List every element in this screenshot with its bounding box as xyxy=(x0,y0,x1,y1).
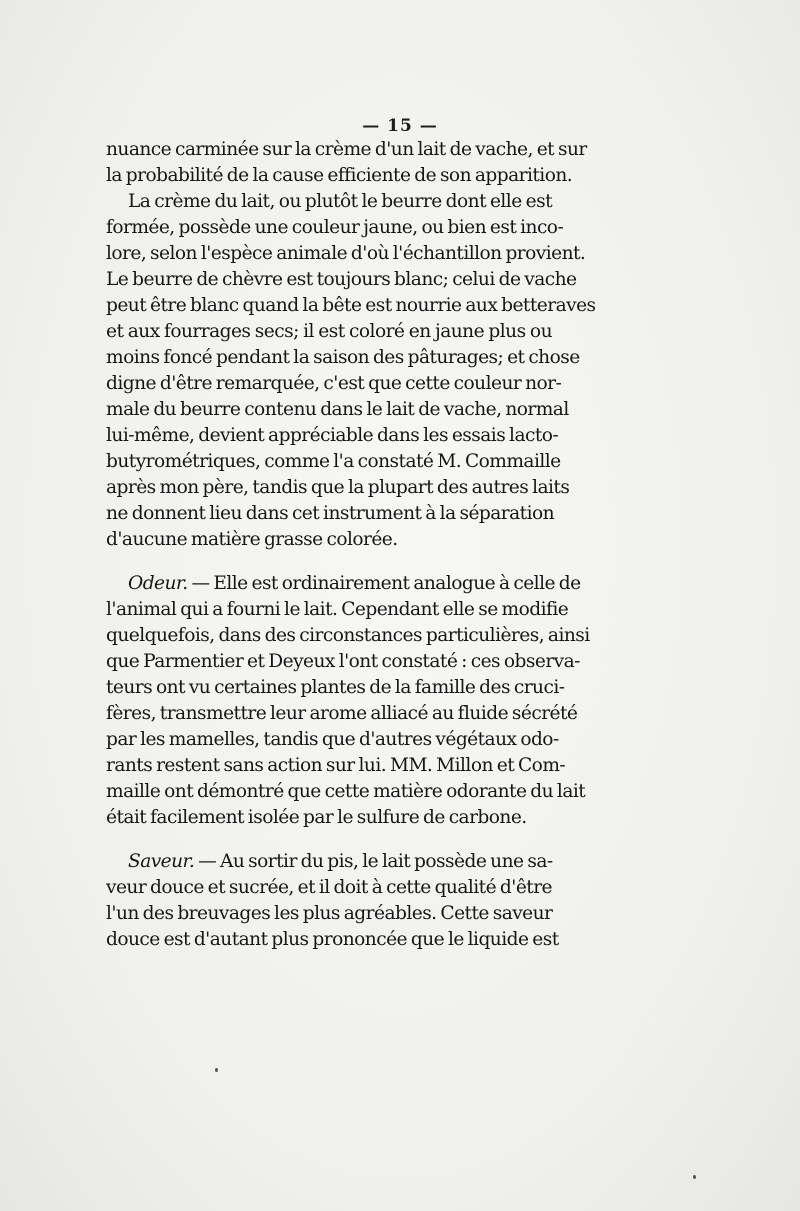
text-line: lui-même, devient appréciable dans les essais lacto- xyxy=(106,425,559,446)
paragraph-gap xyxy=(106,831,552,849)
body-text xyxy=(106,137,596,953)
text-line: veur douce et sucrée, et il doit à cette qualité d'être xyxy=(106,877,552,898)
text-line: après mon père, tandis que la plupart des autres laits xyxy=(106,477,570,498)
paragraph-gap xyxy=(106,553,552,571)
text-line: et aux fourrages secs; il est coloré en jaune plus ou xyxy=(106,321,552,342)
text-line: moins foncé pendant la saison des pâturages; et chose xyxy=(106,347,580,368)
text-line: l'un des breuvages les plus agréables. Cette saveur xyxy=(106,903,553,924)
speck-mark xyxy=(693,1175,696,1179)
text-line: nuance carminée sur la crème d'un lait de vache, et sur xyxy=(106,139,587,160)
paragraph-lead: Saveur. xyxy=(128,851,195,872)
text-line: quelquefois, dans des circonstances particulières, ainsi xyxy=(106,625,590,646)
paragraph xyxy=(106,189,596,553)
text-line xyxy=(106,849,552,875)
text-line: digne d'être remarquée, c'est que cette couleur nor- xyxy=(106,373,562,394)
text-line: d'aucune matière grasse colorée. xyxy=(106,529,398,550)
text-line: formée, possède une couleur jaune, ou bien est inco- xyxy=(106,217,564,238)
lead-rest: — Elle est ordinairement analogue à celle de xyxy=(187,573,581,594)
text-line: lore, selon l'espèce animale d'où l'échantillon provient. xyxy=(106,243,586,264)
page-number: — 15 — xyxy=(362,116,438,136)
text-line xyxy=(106,571,581,597)
text-line: maille ont démontré que cette matière odorante du lait xyxy=(106,781,586,802)
text-line: teurs ont vu certaines plantes de la famille des cruci- xyxy=(106,677,565,698)
text-line: douce est d'autant plus prononcée que le liquide est xyxy=(106,929,559,950)
paragraph-lead: Odeur. xyxy=(128,573,188,594)
text-line: rants restent sans action sur lui. MM. Millon et Com- xyxy=(106,755,566,776)
text-line: butyrométriques, comme l'a constaté M. Commaille xyxy=(106,451,561,472)
text-line: la probabilité de la cause efficiente de son apparition. xyxy=(106,165,573,186)
text-line: male du beurre contenu dans le lait de vache, normal xyxy=(106,399,569,420)
text-line: que Parmentier et Deyeux l'ont constaté : ces observa- xyxy=(106,651,580,672)
text-line: Le beurre de chèvre est toujours blanc; celui de vache xyxy=(106,269,577,290)
text-line: fères, transmettre leur arome alliacé au fluide sécrété xyxy=(106,703,578,724)
paragraph xyxy=(106,849,559,953)
text-line: était facilement isolée par le sulfure de carbone. xyxy=(106,807,527,828)
text-line: ne donnent lieu dans cet instrument à la séparation xyxy=(106,503,555,524)
text-line: par les mamelles, tandis que d'autres végétaux odo- xyxy=(106,729,559,750)
paragraph xyxy=(106,137,587,189)
lead-rest: — Au sortir du pis, le lait possède une sa- xyxy=(194,851,553,872)
text-line: peut être blanc quand la bête est nourrie aux betteraves xyxy=(106,295,596,316)
paragraph xyxy=(106,571,590,831)
text-line: La crème du lait, ou plutôt le beurre dont elle est xyxy=(128,191,552,212)
text-line: l'animal qui a fourni le lait. Cependant elle se modifie xyxy=(106,599,569,620)
speck-mark xyxy=(215,1068,218,1072)
